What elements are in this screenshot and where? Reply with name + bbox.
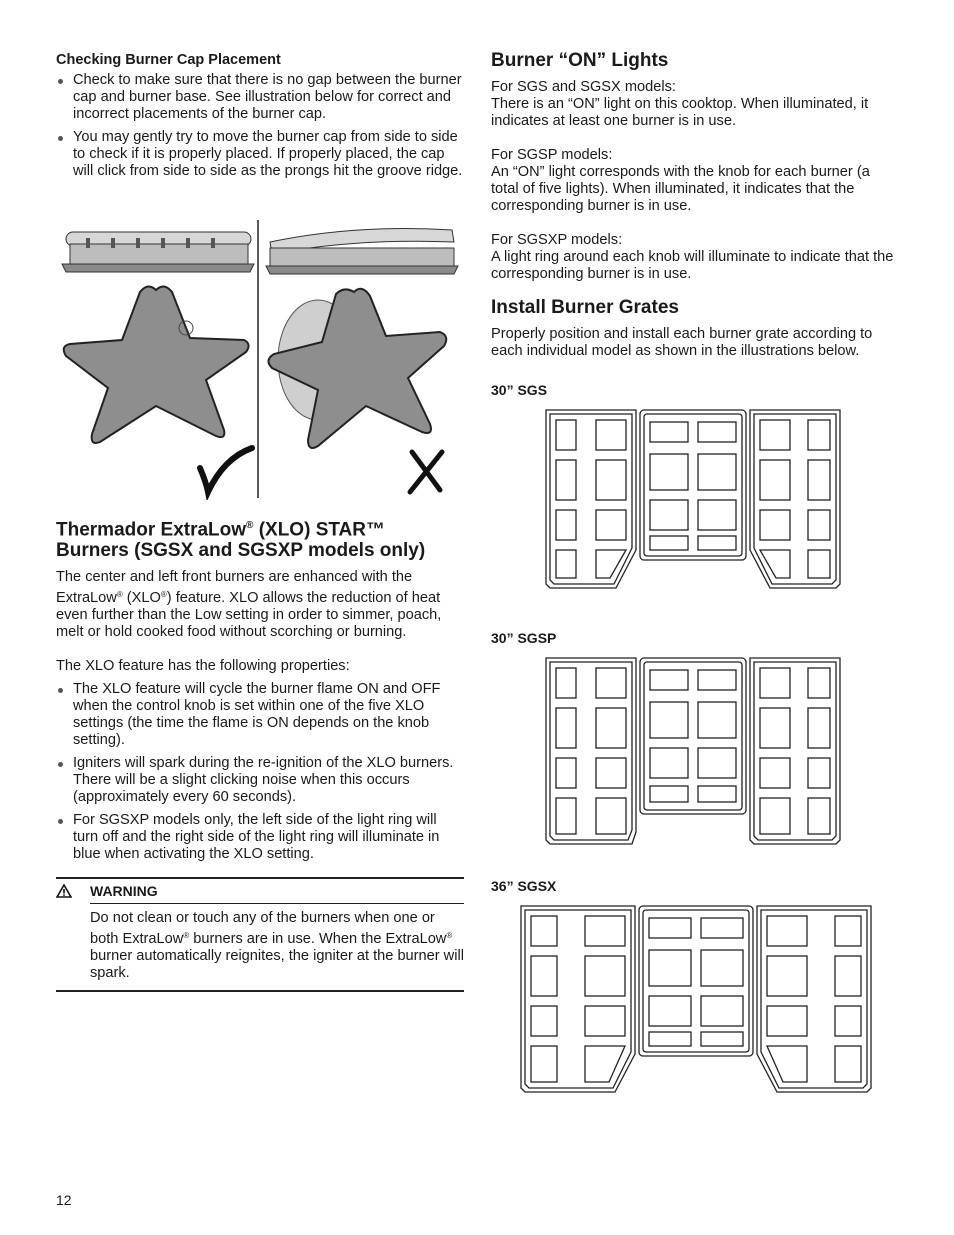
correct-cap-side-view <box>62 232 254 272</box>
model-label-36-sgsx: 36” SGSX <box>491 878 557 894</box>
sgsp-label: For SGSP models: <box>491 147 613 163</box>
grate-diagram-36-sgsx <box>491 894 901 1104</box>
sgsxp-label: For SGSXP models: <box>491 232 623 248</box>
grate-diagram-30-sgsp <box>491 646 901 876</box>
grate-diagram-30-sgs <box>491 398 901 628</box>
registered-mark: ® <box>160 590 167 600</box>
page-number: 12 <box>56 1192 72 1208</box>
x-mark-icon <box>410 452 442 492</box>
grates-heading: Install Burner Grates <box>491 297 679 318</box>
text-run: The center and left front burners are enhanced with the ExtraLow <box>56 569 413 607</box>
text-run: ) feature. XLO allows the reduction of heat even further than the Low setting in order to simmer, poach, melt or hold cooked food without scorching or burning. <box>56 590 442 641</box>
registered-mark: ® <box>183 931 190 941</box>
xlo-heading <box>56 515 464 561</box>
registered-mark: ® <box>446 931 453 941</box>
list-item: You may gently try to move the burner cap from side to side to check if it is properly placed. If properly placed, the cap will click from side to side as the prongs hit the groove ridge. <box>56 129 464 180</box>
burner-lights-heading: Burner “ON” Lights <box>491 50 669 71</box>
warning-header <box>90 883 464 904</box>
list-item: Check to make sure that there is no gap between the burner cap and burner base. See illustration below for correct and incorrect placements of the burner cap. <box>56 72 464 123</box>
xlo-bullets <box>56 681 464 863</box>
correct-star-cap <box>64 286 249 443</box>
text-run: burners are in use. When the ExtraLow <box>189 931 447 948</box>
check-mark-icon <box>200 448 252 492</box>
xlo-props-intro: The XLO feature has the following properties: <box>56 658 350 675</box>
right-column <box>491 50 901 1104</box>
incorrect-cap-side-view <box>266 229 458 275</box>
registered-mark: ® <box>246 520 254 531</box>
text-run: Do not clean or touch any of the burners when one or both ExtraLow <box>90 910 435 948</box>
warning-box <box>56 877 464 992</box>
sgsp-text: An “ON” light corresponds with the knob for each burner (a total of five lights). When illuminated, it indicates that the corresponding burner is in use. <box>491 164 870 214</box>
xlo-heading-part: (XLO) STAR™ <box>253 519 386 541</box>
cap-placement-heading: Checking Burner Cap Placement <box>56 52 281 68</box>
model-label-30-sgsp: 30” SGSP <box>491 630 557 646</box>
grates-text: Properly position and install each burner grate according to each individual model as shown in the illustrations below. <box>491 326 873 359</box>
list-item: For SGSXP models only, the left side of the light ring will turn off and the right side of the light ring will illuminate in blue when activating the XLO setting. <box>56 812 464 863</box>
sgs-text: There is an “ON” light on this cooktop. When illuminated, it indicates at least one burner is in use. <box>491 96 869 129</box>
xlo-heading-part: Burners (SGSX and SGSXP models only) <box>56 540 426 562</box>
xlo-intro-paragraph <box>56 569 464 641</box>
registered-mark: ® <box>116 590 123 600</box>
text-run: burner automatically reignites, the igniter at the burner will spark. <box>90 948 464 982</box>
warning-triangle-icon <box>56 884 72 898</box>
warning-text <box>90 904 464 982</box>
list-item: Igniters will spark during the re-ignition of the XLO burners. There will be a slight clicking noise when this occurs (approximately every 60 seconds). <box>56 755 464 806</box>
incorrect-star-cap <box>268 289 446 448</box>
cap-bullets <box>56 72 464 180</box>
sgs-label: For SGS and SGSX models: <box>491 79 676 95</box>
xlo-heading-part: Thermador ExtraLow <box>56 519 247 541</box>
list-item: The XLO feature will cycle the burner flame ON and OFF when the control knob is set within one of the five XLO settings (the time the flame is ON depends on the knob setting). <box>56 681 464 749</box>
text-run: (XLO <box>122 590 161 607</box>
sgsxp-text: A light ring around each knob will illuminate to indicate that the corresponding burner is in use. <box>491 249 894 282</box>
burner-cap-illustration <box>56 220 464 500</box>
left-column <box>56 50 464 186</box>
xlo-section <box>56 515 464 992</box>
model-label-30-sgs: 30” SGS <box>491 382 548 398</box>
warning-label: WARNING <box>90 883 158 900</box>
